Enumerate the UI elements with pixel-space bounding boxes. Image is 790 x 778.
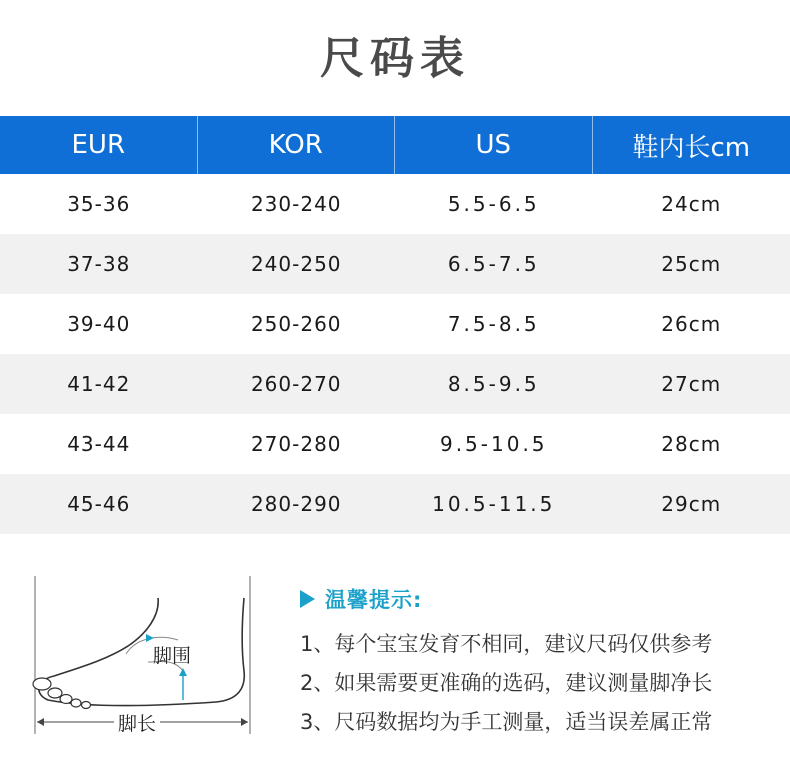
cell-kor: 240-250 [250,252,342,276]
table-row [0,474,790,534]
cell-eur: 35-36 [67,192,131,216]
cell-length: 26cm [661,312,722,336]
girth-label: 脚围 [153,645,192,667]
toe-3 [60,695,72,704]
foot-measurement-diagram [28,576,268,736]
header-kor: KOR [198,116,396,174]
toe-2 [48,688,62,698]
toe-5 [82,702,91,709]
foot-outline [39,598,244,706]
table-row [0,414,790,474]
toe-1 [33,678,51,690]
header-us: US [395,116,593,174]
cell-us: 5.5-6.5 [447,192,540,216]
cell-length: 28cm [661,432,722,456]
cell-kor: 270-280 [250,432,342,456]
cell-length: 29cm [661,492,722,516]
cell-length: 25cm [661,252,722,276]
cell-length: 27cm [661,372,722,396]
tip-item: 3、尺码数据均为手工测量，适当误差属正常 [300,710,713,734]
cell-kor: 260-270 [250,372,342,396]
table-row [0,354,790,414]
girth-arrow-icon [146,634,154,642]
cell-us: 10.5-11.5 [432,492,556,516]
cell-eur: 41-42 [67,372,131,396]
cell-eur: 43-44 [67,432,131,456]
header-insole-length: 鞋内长cm [632,132,751,163]
toe-4 [71,699,81,707]
header-eur: EUR [0,116,198,174]
length-arrow-left-icon [37,718,44,726]
length-label: 脚长 [118,713,157,735]
cell-kor: 250-260 [250,312,342,336]
cell-us: 8.5-9.5 [447,372,540,396]
cell-kor: 280-290 [250,492,342,516]
tip-item: 1、每个宝宝发育不相同，建议尺码仅供参考 [300,632,713,656]
play-triangle-icon [300,590,315,608]
length-arrow-right-icon [241,718,248,726]
cell-kor: 230-240 [250,192,342,216]
table-row [0,174,790,234]
girth-arrow-up-icon [179,668,187,676]
cell-us: 7.5-8.5 [447,312,540,336]
tips-header [300,584,422,614]
table-header [0,116,790,174]
table-row [0,234,790,294]
table-row [0,294,790,354]
cell-eur: 39-40 [67,312,131,336]
page-title: 尺码表 [320,33,470,84]
tips-title: 温馨提示: [325,588,423,612]
cell-length: 24cm [661,192,722,216]
tip-item: 2、如果需要更准确的选码，建议测量脚净长 [300,671,713,695]
cell-us: 6.5-7.5 [447,252,540,276]
cell-us: 9.5-10.5 [439,432,548,456]
size-table [0,116,790,534]
cell-eur: 37-38 [67,252,131,276]
cell-eur: 45-46 [67,492,131,516]
